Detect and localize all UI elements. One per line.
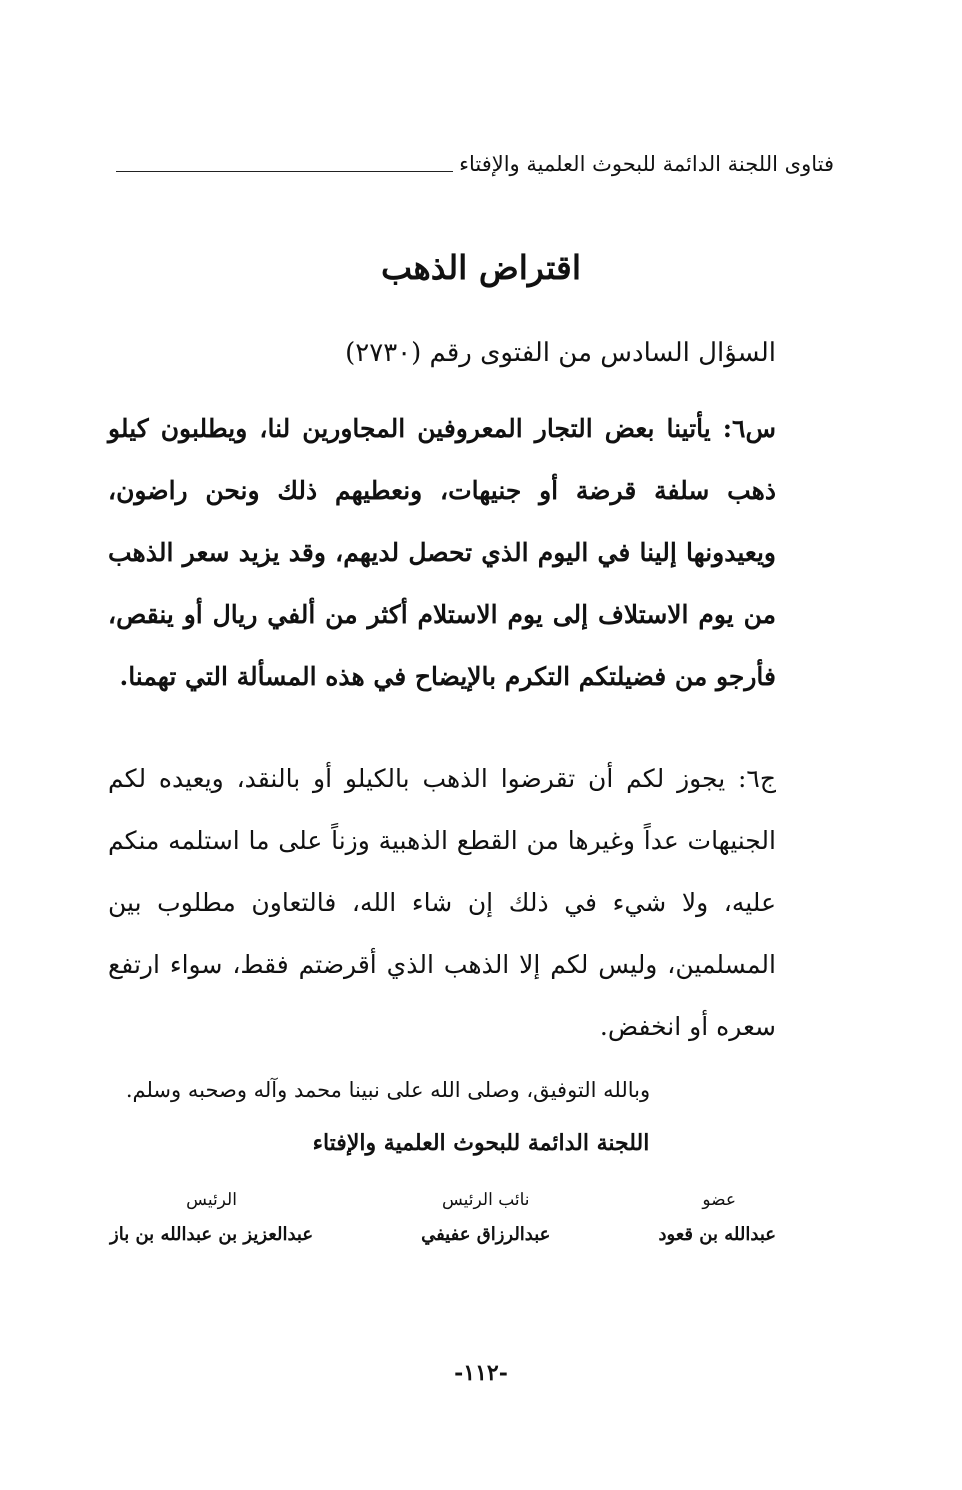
page-number: -١١٢- bbox=[454, 1360, 508, 1386]
running-header-title: فتاوى اللجنة الدائمة للبحوث العلمية والإفتاء bbox=[459, 152, 834, 176]
question-paragraph: س٦: يأتينا بعض التجار المعروفين المجاورين لنا، ويطلبون كيلو ذهب سلفة قرضة أو جنيهات، ونعطيهم ذلك ونحن راضون، ويعيدونها إلينا في اليوم الذي تحصل لديهم، وقد يزيد سعر الذهب من يوم الاستلاف إلى يوم الاستلام أكثر من ألفي ريال أو ينقص، فأرجو من فضيلتكم التكرم بالإيضاح في هذه المسألة التي تهمنا. bbox=[108, 414, 776, 691]
header-rule bbox=[116, 171, 453, 172]
signatories bbox=[110, 1184, 776, 1245]
signatory-member bbox=[658, 1184, 776, 1245]
question-reference: السؤال السادس من الفتوى رقم (٢٧٣٠) bbox=[345, 338, 776, 368]
fatwa-title: اقتراض الذهب bbox=[380, 248, 581, 287]
signatory-name: عبدالرزاق عفيفي bbox=[421, 1224, 551, 1245]
signatory-name: عبدالله بن قعود bbox=[658, 1224, 776, 1245]
committee-name: اللجنة الدائمة للبحوث العلمية والإفتاء bbox=[312, 1130, 650, 1156]
closing-line: وبالله التوفيق، وصلى الله على نبينا محمد وآله وصحبه وسلم. bbox=[125, 1078, 651, 1102]
signatory-role: الرئيس bbox=[186, 1190, 237, 1210]
running-header bbox=[116, 146, 834, 182]
signatory-role: عضو bbox=[702, 1190, 736, 1210]
answer-paragraph: ج٦: يجوز لكم أن تقرضوا الذهب بالكيلو أو بالنقد، ويعيده لكم الجنيهات عداً وغيرها من القطع الذهبية وزناً على ما استلمه منكم عليه، ولا شيء في ذلك إن شاء الله، فالتعاون مطلوب بين المسلمين، وليس لكم إلا الذهب الذي أقرضتم فقط، سواء ارتفع سعره أو انخفض. bbox=[108, 764, 776, 1041]
signatory-name: عبدالعزيز بن عبدالله بن باز bbox=[110, 1224, 314, 1245]
signatory-deputy bbox=[421, 1184, 550, 1245]
signatory-chair bbox=[110, 1184, 313, 1245]
signatory-role: نائب الرئيس bbox=[441, 1190, 530, 1210]
